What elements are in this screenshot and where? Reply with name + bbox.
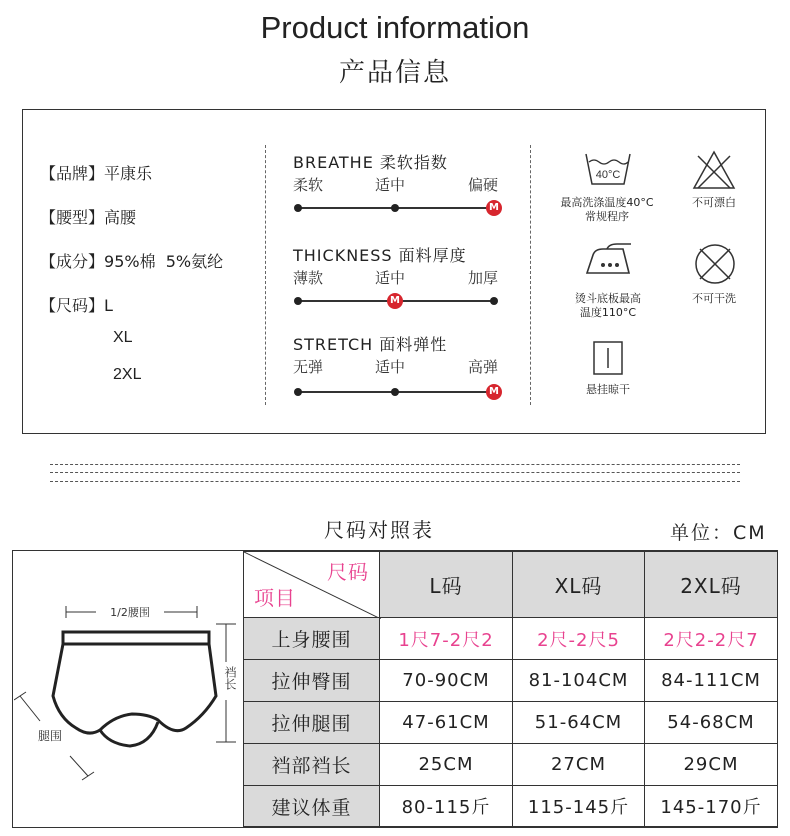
row-label: 建议体重 (243, 785, 380, 827)
scale-stretch-label-1: 适中 (375, 358, 406, 376)
scale-stretch-point-0 (294, 388, 302, 396)
scale-stretch-title: STRETCH 面料弹性 (293, 335, 448, 354)
scale-thickness-label-1: 适中 (375, 269, 406, 287)
scale-thickness-point-0 (294, 297, 302, 305)
iron-label: 烫斗底板最高 温度110°C (575, 292, 641, 319)
table-cell: 51-64CM (512, 701, 645, 744)
wash-40-icon (583, 150, 633, 190)
row-label: 拉伸腿围 (243, 701, 380, 744)
row-label: 上身腰围 (243, 617, 380, 660)
scale-stretch-label-2: 高弹 (468, 358, 499, 376)
divider-left (265, 145, 266, 405)
no-bleach-label: 不可漂白 (692, 196, 736, 209)
scale-thickness-marker: M (387, 293, 403, 309)
separator-2 (50, 472, 740, 473)
scale-breathe-title: BREATHE 柔软指数 (293, 153, 448, 172)
scale-breathe-point-0 (294, 204, 302, 212)
underwear-diagram (14, 596, 244, 796)
scale-breathe-label-0: 柔软 (293, 176, 324, 194)
spec-size-2xl: 2XL (113, 366, 142, 383)
table-corner-cell (243, 551, 380, 618)
iron-icon (583, 243, 635, 279)
corner-item-label: 项目 (254, 586, 296, 610)
title-en: Product information (260, 10, 530, 45)
scale-stretch-label-0: 无弹 (293, 358, 324, 376)
table-cell: 145-170斤 (644, 785, 778, 827)
scale-stretch-point-1 (391, 388, 399, 396)
scale-breathe-marker: M (486, 200, 502, 216)
row-label: 拉伸臀围 (243, 659, 380, 702)
hang-dry-icon (593, 341, 623, 375)
col-header-xl: XL码 (512, 551, 645, 618)
spec-brand: 【品牌】平康乐 (40, 164, 153, 183)
table-cell: 2尺2-2尺7 (644, 617, 778, 660)
scale-breathe-point-1 (391, 204, 399, 212)
scale-thickness-label-2: 加厚 (468, 269, 499, 287)
size-chart-unit: 单位：CM (670, 522, 767, 544)
table-cell: 54-68CM (644, 701, 778, 744)
scale-thickness-point-2 (490, 297, 498, 305)
scale-thickness-title: THICKNESS 面料厚度 (293, 246, 467, 265)
corner-size-label: 尺码 (327, 560, 369, 584)
spec-size: 【尺码】L (40, 296, 113, 315)
divider-right (530, 145, 531, 405)
scale-thickness-label-0: 薄款 (293, 269, 324, 287)
no-dry-clean-label: 不可干洗 (692, 292, 736, 305)
half-waist-label: 1/2腰围 (110, 606, 150, 619)
no-bleach-icon (692, 150, 736, 190)
table-cell: 47-61CM (379, 701, 513, 744)
wash-temp-text: 40°C (595, 169, 621, 181)
table-cell: 1尺7-2尺2 (379, 617, 513, 660)
table-cell: 80-115斤 (379, 785, 513, 827)
scale-breathe-label-1: 适中 (375, 176, 406, 194)
table-cell: 2尺-2尺5 (512, 617, 645, 660)
scale-breathe-label-2: 偏硬 (468, 176, 499, 194)
col-header-l: L码 (379, 551, 513, 618)
row-label: 裆部裆长 (243, 743, 380, 786)
wash-label: 最高洗涤温度40°C 常规程序 (560, 196, 654, 223)
spec-waist: 【腰型】高腰 (40, 208, 137, 227)
hang-dry-label: 悬挂晾干 (586, 383, 630, 396)
size-chart-title: 尺码对照表 (324, 518, 434, 542)
spec-size-xl: XL (113, 329, 133, 346)
spec-material: 【成分】95%棉 5%氨纶 (40, 252, 224, 271)
table-cell: 29CM (644, 743, 778, 786)
table-cell: 70-90CM (379, 659, 513, 702)
table-cell: 115-145斤 (512, 785, 645, 827)
scale-stretch-marker: M (486, 384, 502, 400)
no-dry-clean-icon (694, 243, 736, 285)
table-cell: 84-111CM (644, 659, 778, 702)
table-cell: 25CM (379, 743, 513, 786)
title-cn: 产品信息 (338, 58, 451, 88)
separator-1 (50, 464, 740, 465)
separator-3 (50, 481, 740, 482)
col-header-2xl: 2XL码 (644, 551, 778, 618)
leg-label: 腿围 (38, 729, 63, 743)
table-cell: 81-104CM (512, 659, 645, 702)
crotch-length-label: 裆长 (223, 666, 237, 690)
table-cell: 27CM (512, 743, 645, 786)
